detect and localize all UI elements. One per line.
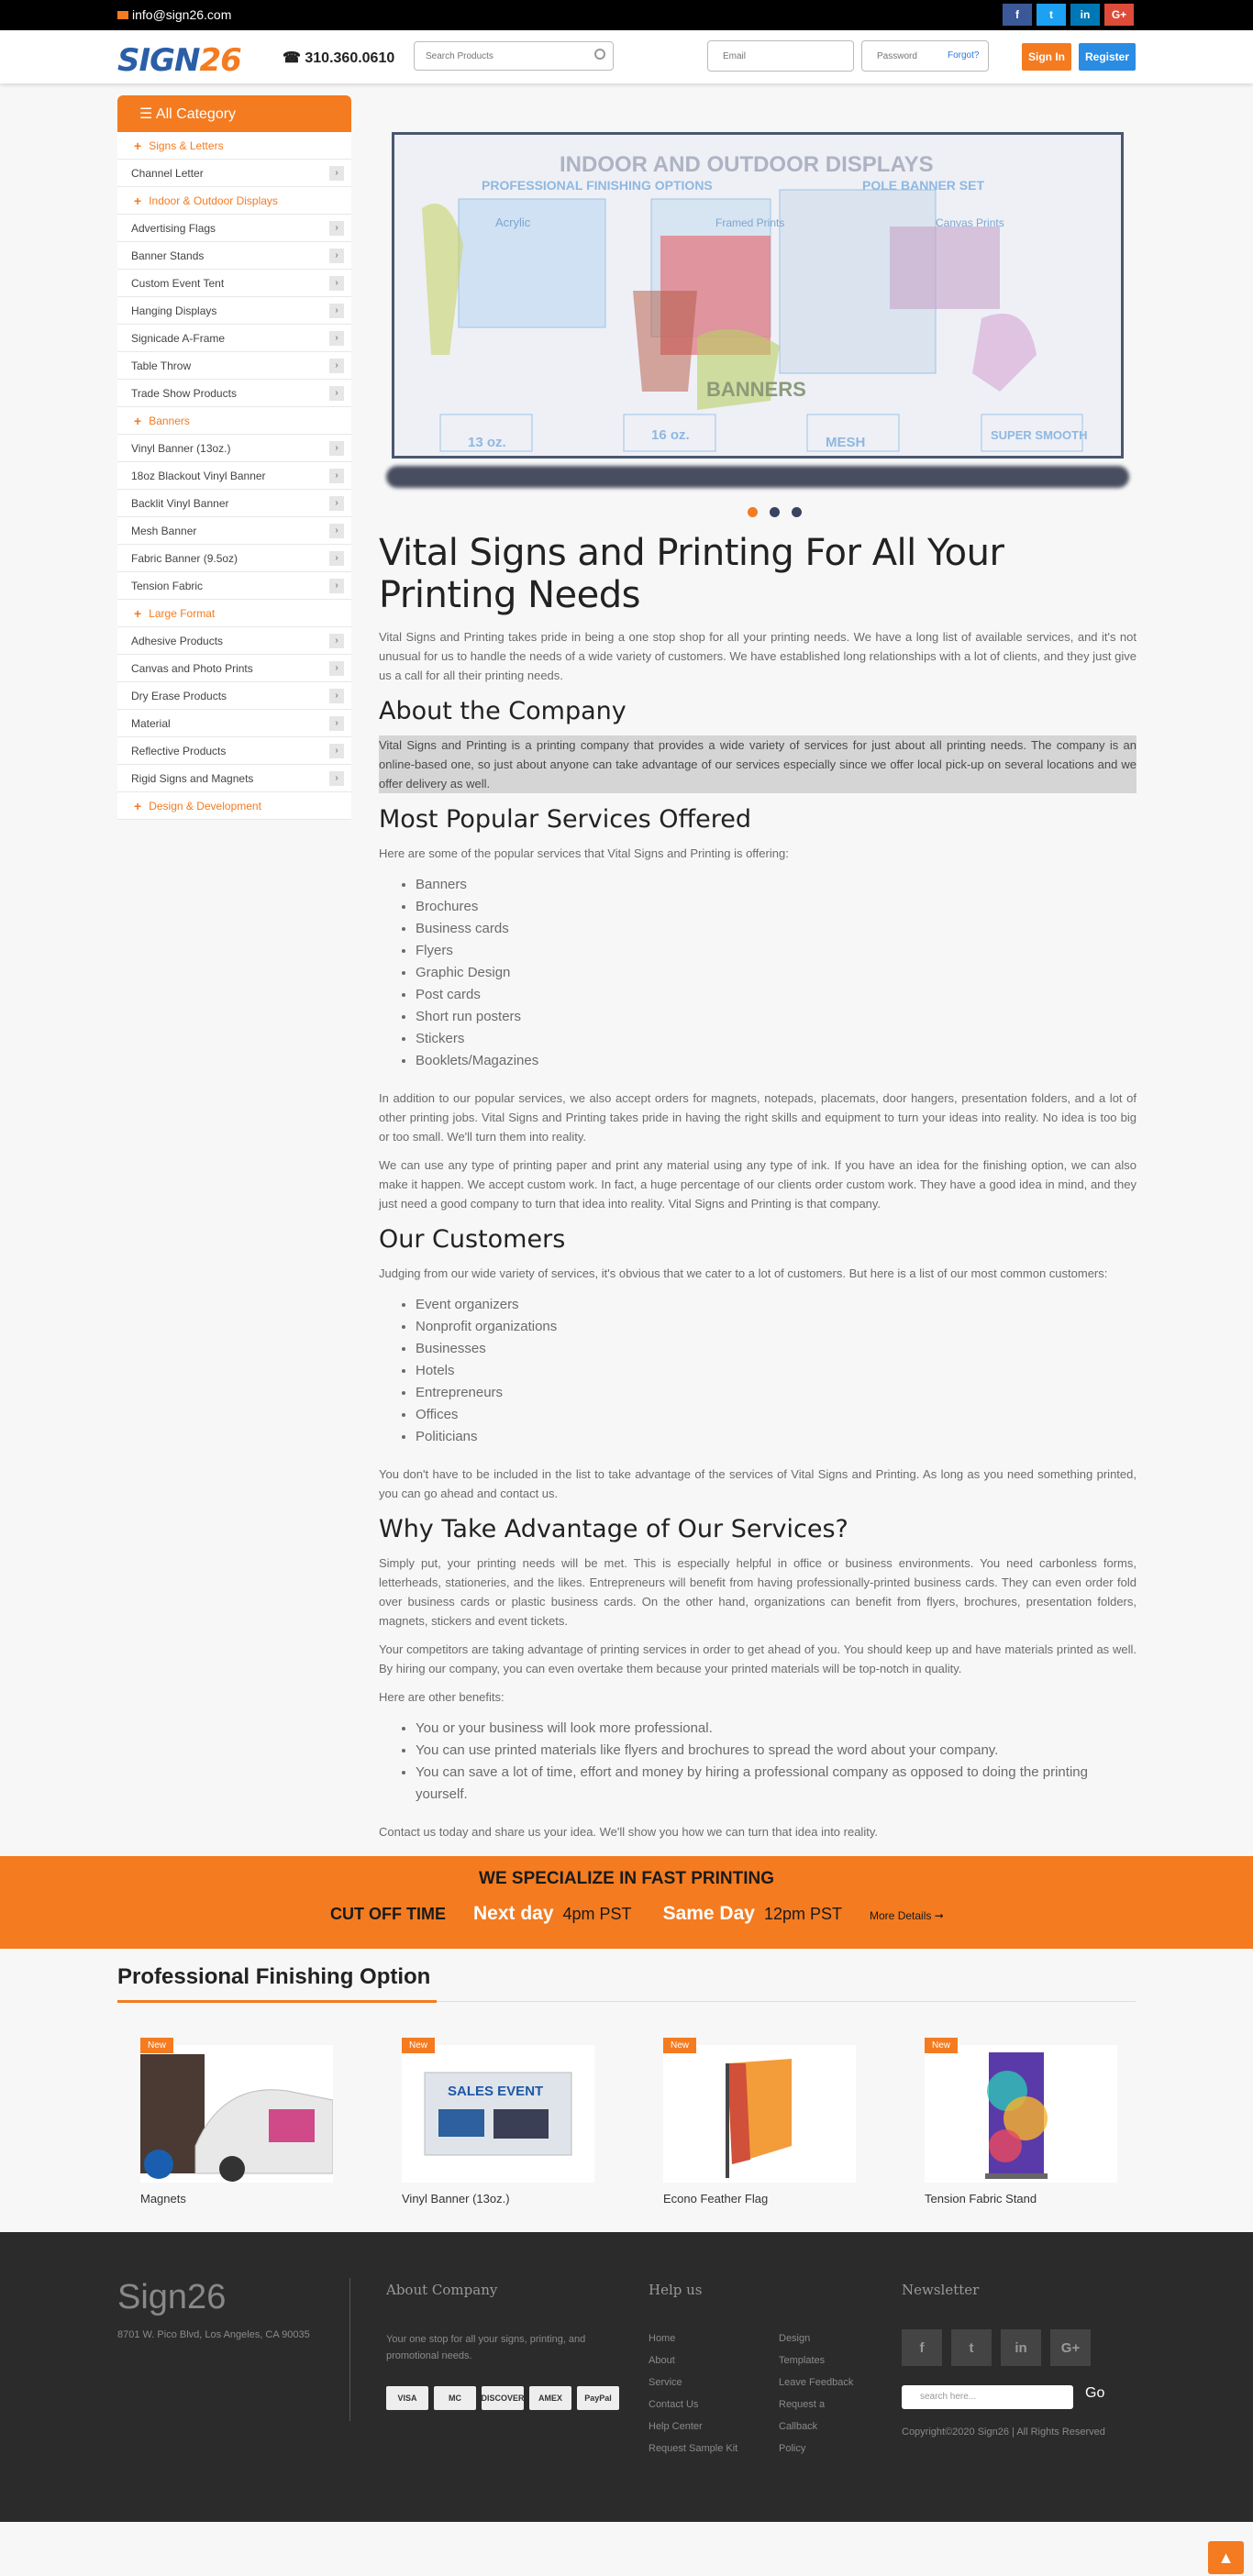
feather-flag-image bbox=[663, 2045, 856, 2183]
search-box bbox=[414, 41, 614, 71]
slider-dots bbox=[748, 507, 802, 517]
category-label: Table Throw bbox=[131, 359, 192, 372]
chevron-right-icon[interactable]: › bbox=[329, 716, 344, 731]
category-list bbox=[117, 132, 351, 820]
top-bar bbox=[0, 0, 1253, 30]
vinyl-banner-image bbox=[402, 2045, 594, 2183]
new-badge: New bbox=[663, 2038, 696, 2053]
register-button[interactable]: Register bbox=[1079, 43, 1136, 71]
footer-link[interactable]: Service bbox=[649, 2377, 682, 2388]
category-label: 18oz Blackout Vinyl Banner bbox=[131, 469, 266, 482]
category-label: Custom Event Tent bbox=[131, 276, 225, 290]
product-card-tension-fabric[interactable] bbox=[925, 2038, 1117, 2206]
promo-times bbox=[330, 1903, 944, 1925]
category-label: Large Format bbox=[149, 606, 216, 620]
list-item: • Businesses bbox=[416, 1338, 1137, 1360]
top-email[interactable] bbox=[117, 7, 231, 22]
footer bbox=[0, 2232, 1253, 2522]
facebook-icon[interactable]: f bbox=[902, 2329, 942, 2366]
slider-acrylic: Acrylic bbox=[495, 216, 531, 229]
category-label: Fabric Banner (9.5oz) bbox=[131, 551, 238, 565]
plus-glyph: + bbox=[134, 798, 142, 813]
fast-printing-banner bbox=[0, 1856, 1253, 1949]
footer-link[interactable]: Contact Us bbox=[649, 2399, 699, 2410]
category-label: Reflective Products bbox=[131, 744, 227, 757]
plus-glyph: + bbox=[134, 138, 142, 153]
category-label: Dry Erase Products bbox=[131, 689, 227, 702]
footer-brand[interactable]: Sign26 bbox=[117, 2278, 227, 2316]
category-item[interactable] bbox=[117, 490, 351, 517]
category-item[interactable] bbox=[117, 462, 351, 490]
google-plus-icon[interactable]: G+ bbox=[1104, 4, 1134, 26]
list-item: • Banners bbox=[416, 874, 1137, 896]
product-name: Econo Feather Flag bbox=[663, 2192, 769, 2206]
why-paragraph-2: Your competitors are taking advantage of printing services in order to get ahead of you. You should keep up and have materials printed as well. By hiring our company, you can even overtake them because your printed materials will be top-notch in quality. bbox=[379, 1642, 1137, 1675]
chevron-right-icon[interactable]: › bbox=[329, 276, 344, 291]
chevron-right-icon[interactable]: › bbox=[329, 221, 344, 236]
chevron-right-icon[interactable]: › bbox=[329, 469, 344, 483]
product-name: Tension Fabric Stand bbox=[925, 2192, 1037, 2206]
car-2 bbox=[493, 2109, 549, 2139]
plus-glyph: + bbox=[134, 193, 142, 208]
list-item: • Hotels bbox=[416, 1360, 1137, 1382]
intro-paragraph: Vital Signs and Printing takes pride in being a one stop shop for all your printing needs. We have a long list of available services, and it's not unusual for us to handle the needs of a wide variety of customers. We have established long relationships with a lot of clients, and they just give us a call for all their printing needs. bbox=[379, 630, 1137, 682]
plus-icon bbox=[134, 414, 190, 428]
facebook-icon[interactable]: f bbox=[1003, 4, 1032, 26]
chevron-right-icon[interactable]: › bbox=[329, 166, 344, 181]
help-links-col1 bbox=[649, 2327, 737, 2460]
sales-event-text: SALES EVENT bbox=[448, 2084, 544, 2099]
next-day-time: 4pm PST bbox=[562, 1905, 632, 1923]
slider-dot-2[interactable] bbox=[770, 507, 780, 517]
category-item[interactable] bbox=[117, 380, 351, 407]
page-title: Vital Signs and Printing For All Your Printing Needs bbox=[379, 532, 1004, 616]
category-label: Indoor & Outdoor Displays bbox=[149, 193, 278, 207]
plus-icon bbox=[134, 138, 224, 153]
category-item[interactable] bbox=[117, 297, 351, 325]
slider-dot-3[interactable] bbox=[792, 507, 802, 517]
category-label: Adhesive Products bbox=[131, 634, 224, 647]
category-label: Rigid Signs and Magnets bbox=[131, 771, 254, 785]
plus-icon bbox=[134, 606, 215, 621]
top-social bbox=[1003, 4, 1134, 26]
category-label: Channel Letter bbox=[131, 166, 204, 180]
footer-link[interactable]: Design bbox=[779, 2333, 811, 2344]
chevron-right-icon[interactable]: › bbox=[329, 634, 344, 648]
linkedin-icon[interactable]: in bbox=[1070, 4, 1100, 26]
list-item: • Brochures bbox=[416, 896, 1137, 918]
tension-fabric-image bbox=[925, 2045, 1117, 2183]
customers-intro: Judging from our wide variety of services, it's obvious that we cater to a lot of customers. But here is a list of our most common customers: bbox=[379, 1266, 1108, 1280]
cutoff-label: CUT OFF TIME bbox=[330, 1905, 446, 1923]
flag-pole bbox=[726, 2063, 729, 2178]
why-paragraph-3: Here are other benefits: bbox=[379, 1690, 505, 1704]
chevron-right-icon[interactable]: › bbox=[329, 386, 344, 401]
phone-text: 310.360.0610 bbox=[305, 50, 395, 66]
chevron-right-icon[interactable]: › bbox=[329, 771, 344, 786]
customers-paragraph: You don't have to be included in the list to take advantage of the services of Vital Signs and Printing. As long as you need something printed, you can go ahead and contact us. bbox=[379, 1467, 1137, 1500]
category-group[interactable] bbox=[117, 187, 351, 215]
promo-title: WE SPECIALIZE IN FAST PRINTING bbox=[479, 1869, 774, 1888]
category-item[interactable] bbox=[117, 627, 351, 655]
car-wheel bbox=[219, 2156, 245, 2182]
category-label: Banners bbox=[149, 414, 190, 427]
footer-link[interactable]: Help Center bbox=[649, 2421, 703, 2432]
twitter-icon[interactable]: t bbox=[1037, 4, 1066, 26]
slider-13oz: 13 oz. bbox=[468, 435, 506, 450]
amex-icon: AMEX bbox=[529, 2386, 571, 2410]
top-email-text: info@sign26.com bbox=[132, 7, 232, 22]
payment-cards bbox=[386, 2386, 619, 2410]
category-group[interactable] bbox=[117, 600, 351, 627]
list-item: • Flyers bbox=[416, 940, 1137, 962]
services-list bbox=[416, 874, 1137, 1072]
new-badge: New bbox=[925, 2038, 958, 2053]
scroll-to-top-button[interactable] bbox=[1208, 2541, 1244, 2574]
chevron-right-icon[interactable]: › bbox=[329, 496, 344, 511]
category-label: Advertising Flags bbox=[131, 221, 216, 235]
banner-stand-shape bbox=[633, 291, 697, 392]
list-item: • Event organizers bbox=[416, 1294, 1137, 1316]
category-item[interactable] bbox=[117, 737, 351, 765]
list-item: • Graphic Design bbox=[416, 962, 1137, 984]
list-item: • Entrepreneurs bbox=[416, 1382, 1137, 1404]
linkedin-icon[interactable]: in bbox=[1001, 2329, 1041, 2366]
services-paragraph-2: In addition to our popular services, we also accept orders for magnets, notepads, placemats, door hangers, presentation folders, and a lot of other printing jobs. Vital Signs and Printing takes pride in having the right skills and equipment to turn your ideas into reality. No idea is too big or too small. We'll turn them into reality. bbox=[379, 1091, 1137, 1144]
twitter-icon[interactable]: t bbox=[951, 2329, 992, 2366]
discover-icon: DISCOVER bbox=[482, 2386, 524, 2410]
category-label: Tension Fabric bbox=[131, 579, 204, 592]
footer-link[interactable]: Leave Feedback bbox=[779, 2377, 854, 2388]
category-item[interactable] bbox=[117, 545, 351, 572]
footer-link[interactable]: About bbox=[649, 2355, 675, 2366]
chevron-right-icon[interactable]: › bbox=[329, 441, 344, 456]
slider-sub2: POLE BANNER SET bbox=[862, 178, 985, 193]
list-item: • You or your business will look more professional. bbox=[416, 1718, 1137, 1740]
footer-link[interactable]: Request a bbox=[779, 2399, 826, 2410]
mastercard-icon: MC bbox=[434, 2386, 476, 2410]
finishing-panel bbox=[459, 199, 605, 327]
slider-smooth: SUPER SMOOTH bbox=[991, 428, 1088, 442]
list-item: • Offices bbox=[416, 1404, 1137, 1426]
footer-link[interactable]: Callback bbox=[779, 2421, 818, 2432]
product-card-vinyl-banner[interactable] bbox=[402, 2038, 594, 2206]
list-item: • Nonprofit organizations bbox=[416, 1316, 1137, 1338]
chevron-right-icon[interactable]: › bbox=[329, 359, 344, 373]
arrow-up-icon: ▲ bbox=[1217, 2548, 1235, 2567]
fabric-splash-3 bbox=[989, 2129, 1022, 2162]
chevron-right-icon[interactable]: › bbox=[329, 689, 344, 703]
list-item: • You can use printed materials like flyers and brochures to spread the word about your company. bbox=[416, 1740, 1137, 1762]
category-label: Banner Stands bbox=[131, 249, 205, 262]
footer-divider bbox=[349, 2278, 350, 2421]
logo-part2: 26 bbox=[199, 42, 241, 79]
services-intro: Here are some of the popular services that Vital Signs and Printing is offering: bbox=[379, 846, 789, 860]
search-icon[interactable] bbox=[594, 49, 605, 60]
list-item: • Stickers bbox=[416, 1028, 1137, 1050]
category-item[interactable] bbox=[117, 435, 351, 462]
copyright: Copyright©2020 Sign26 | All Rights Reserved bbox=[902, 2427, 1105, 2438]
header bbox=[0, 30, 1253, 83]
list-item: • Business cards bbox=[416, 918, 1137, 940]
footer-link[interactable]: Policy bbox=[779, 2443, 806, 2454]
category-item[interactable] bbox=[117, 655, 351, 682]
same-day-time: 12pm PST bbox=[763, 1905, 843, 1923]
hero-slider[interactable] bbox=[392, 132, 1124, 459]
chevron-right-icon[interactable]: › bbox=[329, 551, 344, 566]
product-name: Magnets bbox=[140, 2192, 186, 2206]
category-item[interactable] bbox=[117, 242, 351, 270]
slider-dot-1[interactable] bbox=[748, 507, 758, 517]
google-plus-icon[interactable]: G+ bbox=[1050, 2329, 1091, 2366]
site-logo[interactable] bbox=[117, 42, 241, 79]
category-label: Signicade A-Frame bbox=[131, 331, 226, 345]
slider-shadow bbox=[386, 466, 1129, 488]
car-magnet bbox=[269, 2109, 315, 2142]
benefits-list bbox=[416, 1718, 1137, 1806]
category-label: Signs & Letters bbox=[149, 138, 224, 152]
category-label: Vinyl Banner (13oz.) bbox=[131, 441, 231, 455]
chevron-right-icon[interactable]: › bbox=[329, 331, 344, 346]
newsletter-input[interactable]: search here... bbox=[902, 2385, 1073, 2409]
next-day-label: Next day bbox=[472, 1903, 554, 1924]
why-paragraph-1: Simply put, your printing needs will be met. This is especially helpful in office or business environments. You need carbonless forms, letterheads, stationeries, and the likes. Entrepreneurs will benefit from having professionally-printed business cards. They can even order fold over business cards or plastic business cards. On the other hand, organizations can benefit from flyers, brochures, presentation folders, magnets, stickers and event tickets. bbox=[379, 1556, 1137, 1628]
category-item[interactable] bbox=[117, 215, 351, 242]
category-header[interactable]: ☰ All Category bbox=[117, 95, 351, 132]
list-item: • Booklets/Magazines bbox=[416, 1050, 1137, 1072]
category-item[interactable] bbox=[117, 352, 351, 380]
about-company-text: Your one stop for all your signs, printing, and promotional needs. bbox=[386, 2334, 586, 2361]
phone-number[interactable]: ☎ 310.360.0610 bbox=[283, 50, 395, 66]
about-heading: About the Company bbox=[379, 697, 626, 725]
chevron-right-icon[interactable]: › bbox=[329, 249, 344, 263]
newsletter-heading: Newsletter bbox=[902, 2282, 980, 2298]
plus-icon bbox=[134, 193, 278, 208]
category-group[interactable] bbox=[117, 407, 351, 435]
slider-sub1: PROFESSIONAL FINISHING OPTIONS bbox=[482, 178, 713, 193]
slider-canvas: Canvas Prints bbox=[936, 216, 1004, 229]
plus-glyph: + bbox=[134, 605, 142, 621]
plus-icon bbox=[134, 799, 261, 813]
same-day-label: Same Day bbox=[662, 1903, 755, 1924]
slider-title: INDOOR AND OUTDOOR DISPLAYS bbox=[560, 152, 934, 177]
category-label: Material bbox=[131, 716, 171, 730]
services-paragraph-3: We can use any type of printing paper and print any material using any type of ink. If you have an idea for the finishing option, we can also make it happen. We accept custom work. In fact, a huge percentage of our clients order custom work. They have a good idea in mind, and they just need a good company to turn that idea into reality. Vital Signs and Printing is that company. bbox=[379, 1158, 1137, 1211]
category-label: Mesh Banner bbox=[131, 524, 197, 537]
plus-glyph: + bbox=[134, 413, 142, 428]
footer-social bbox=[902, 2329, 1091, 2366]
main-content bbox=[379, 532, 1137, 1851]
product-card-magnets[interactable] bbox=[140, 2038, 333, 2206]
list-item: • Politicians bbox=[416, 1426, 1137, 1448]
footer-link[interactable]: Request Sample Kit bbox=[649, 2443, 738, 2454]
finishing-title: Professional Finishing Option bbox=[117, 1964, 1136, 2002]
slider-banners: BANNERS bbox=[706, 378, 806, 401]
email-field[interactable] bbox=[707, 40, 854, 72]
category-label: Design & Development bbox=[149, 799, 261, 813]
magnet-logo bbox=[144, 2150, 173, 2179]
visa-icon: VISA bbox=[386, 2386, 428, 2410]
finishing-section bbox=[117, 1964, 1136, 2206]
envelope-icon bbox=[117, 11, 128, 19]
customers-heading: Our Customers bbox=[379, 1225, 566, 1254]
chevron-right-icon[interactable]: › bbox=[329, 744, 344, 758]
category-label: Canvas and Photo Prints bbox=[131, 661, 253, 675]
category-item[interactable] bbox=[117, 682, 351, 710]
category-label: Hanging Displays bbox=[131, 304, 217, 317]
why-heading: Why Take Advantage of Our Services? bbox=[379, 1515, 848, 1543]
category-sidebar bbox=[117, 95, 351, 820]
contact-paragraph: Contact us today and share us your idea. We'll show you how we can turn that idea into reality. bbox=[379, 1825, 878, 1839]
customers-list bbox=[416, 1294, 1137, 1448]
list-item: • You can save a lot of time, effort and money by hiring a professional company as opposed to doing the printing yourself. bbox=[416, 1762, 1137, 1806]
chevron-right-icon[interactable]: › bbox=[329, 304, 344, 318]
chevron-right-icon[interactable]: › bbox=[329, 524, 344, 538]
services-heading: Most Popular Services Offered bbox=[379, 805, 752, 834]
product-card-feather-flag[interactable] bbox=[663, 2038, 856, 2206]
category-item[interactable] bbox=[117, 160, 351, 187]
footer-link[interactable]: Home bbox=[649, 2333, 676, 2344]
product-name: Vinyl Banner (13oz.) bbox=[402, 2192, 510, 2206]
paypal-icon: PayPal bbox=[577, 2386, 619, 2410]
slider-16oz: 16 oz. bbox=[651, 427, 690, 443]
chevron-right-icon[interactable]: › bbox=[329, 579, 344, 593]
slider-framed: Framed Prints bbox=[715, 216, 785, 229]
about-company-heading: About Company bbox=[386, 2282, 498, 2298]
help-links-col2 bbox=[779, 2327, 853, 2460]
search-input[interactable] bbox=[426, 42, 591, 70]
forgot-link[interactable]: Forgot? bbox=[948, 50, 980, 61]
list-item: • Short run posters bbox=[416, 1006, 1137, 1028]
logo-part1: SIGN bbox=[117, 42, 200, 79]
category-group[interactable] bbox=[117, 792, 351, 820]
slider-graphic bbox=[394, 135, 1121, 456]
list-item: • Post cards bbox=[416, 984, 1137, 1006]
footer-address: 8701 W. Pico Blvd, Los Angeles, CA 90035 bbox=[117, 2329, 310, 2340]
category-item[interactable] bbox=[117, 517, 351, 545]
category-item[interactable] bbox=[117, 270, 351, 297]
category-item[interactable] bbox=[117, 765, 351, 792]
category-item[interactable] bbox=[117, 325, 351, 352]
chevron-right-icon[interactable]: › bbox=[329, 661, 344, 676]
slider-mesh: MESH bbox=[826, 435, 866, 450]
car-1 bbox=[438, 2109, 484, 2137]
category-group[interactable] bbox=[117, 132, 351, 160]
about-paragraph: Vital Signs and Printing is a printing company that provides a wide variety of services for just about all printing needs. The company is an online-based one, so just about anyone can take advantage of our services especially since we offer local pick-up on several locations and we offer delivery as well. bbox=[379, 735, 1137, 793]
sign-in-button[interactable]: Sign In bbox=[1022, 43, 1071, 71]
help-heading: Help us bbox=[649, 2282, 703, 2298]
more-details-link[interactable]: More Details ➞ bbox=[870, 1909, 944, 1922]
category-label: Backlit Vinyl Banner bbox=[131, 496, 229, 510]
canvas-print-shape bbox=[890, 227, 1000, 309]
new-badge: New bbox=[402, 2038, 435, 2053]
new-badge: New bbox=[140, 2038, 173, 2053]
fabric-base bbox=[985, 2173, 1048, 2179]
category-title: All Category bbox=[155, 106, 237, 122]
footer-link[interactable]: Templates bbox=[779, 2355, 826, 2366]
newsletter-go-button[interactable]: Go bbox=[1085, 2385, 1105, 2401]
category-item[interactable] bbox=[117, 710, 351, 737]
category-item[interactable] bbox=[117, 572, 351, 600]
magnets-image bbox=[140, 2045, 333, 2183]
category-label: Trade Show Products bbox=[131, 386, 237, 400]
